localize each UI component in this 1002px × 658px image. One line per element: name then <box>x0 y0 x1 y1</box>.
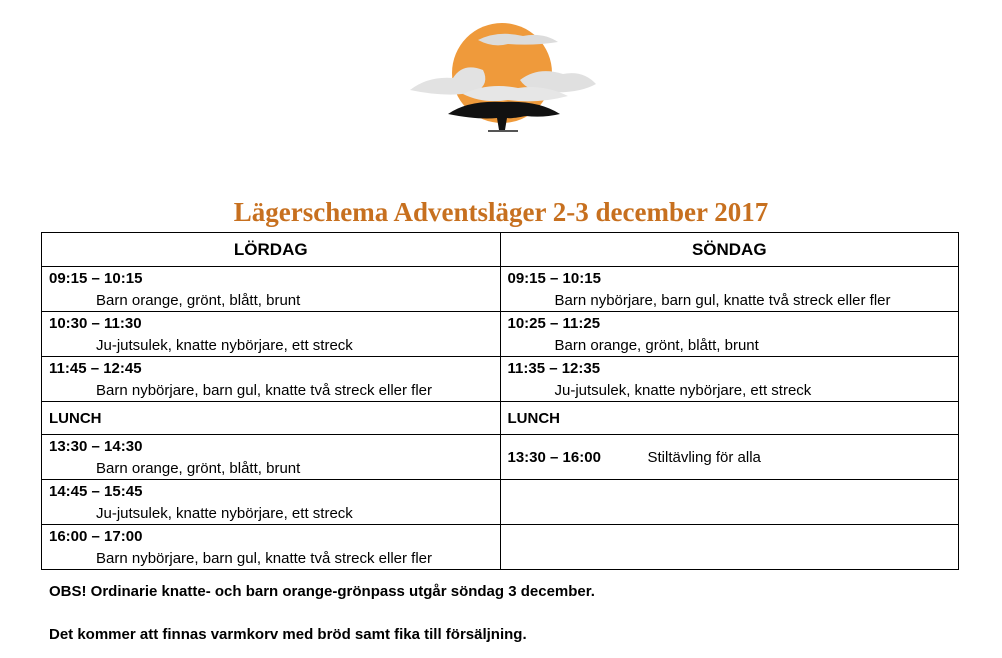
slot-time: 13:30 – 16:00 <box>507 448 601 466</box>
slot-desc: Barn nybörjare, barn gul, knatte två streck eller fler <box>96 550 432 567</box>
slot-time: 09:15 – 10:15 <box>507 270 601 287</box>
schedule-table <box>41 232 959 570</box>
sunday-empty-cell <box>500 525 959 570</box>
slot-time: 10:25 – 11:25 <box>507 315 601 332</box>
tree-icon <box>448 102 560 130</box>
column-header-saturday: LÖRDAG <box>42 233 501 267</box>
slot-time: 14:45 – 15:45 <box>49 483 143 500</box>
saturday-slot <box>42 312 501 357</box>
column-header-sunday: SÖNDAG <box>500 233 959 267</box>
note-sales: Det kommer att finnas varmkorv med bröd samt fika till försäljning. <box>49 626 527 643</box>
slot-desc: Ju-jutsulek, knatte nybörjare, ett streck <box>96 337 353 354</box>
slot-time: 16:00 – 17:00 <box>49 528 143 545</box>
slot-time: 11:35 – 12:35 <box>507 360 601 377</box>
sunday-slot <box>500 267 959 312</box>
slot-desc: Ju-jutsulek, knatte nybörjare, ett streck <box>554 382 812 399</box>
slot-desc: Barn nybörjare, barn gul, knatte två streck eller fler <box>554 292 891 309</box>
ground-line <box>488 130 518 132</box>
sunday-empty-cell <box>500 480 959 525</box>
slot-desc: Ju-jutsulek, knatte nybörjare, ett streck <box>96 505 353 522</box>
slot-time: 11:45 – 12:45 <box>49 360 142 377</box>
slot-desc: Barn orange, grönt, blått, brunt <box>96 460 301 477</box>
saturday-slot <box>42 435 501 480</box>
sun-tree-logo <box>408 18 598 136</box>
slot-desc: Barn nybörjare, barn gul, knatte två streck eller fler <box>96 382 432 399</box>
slot-time: 10:30 – 11:30 <box>49 315 142 332</box>
saturday-slot <box>42 357 501 402</box>
saturday-slot <box>42 480 501 525</box>
sunday-slot <box>500 312 959 357</box>
slot-desc: Barn orange, grönt, blått, brunt <box>96 292 301 309</box>
slot-time: 13:30 – 14:30 <box>49 438 143 455</box>
sunday-slot <box>500 357 959 402</box>
sunday-lunch: LUNCH <box>500 402 959 435</box>
note-cancellation: OBS! Ordinarie knatte- och barn orange-grönpass utgår söndag 3 december. <box>49 583 595 600</box>
page-title: Lägerschema Adventsläger 2-3 december 2017 <box>233 197 769 227</box>
slot-desc: Stiltävling för alla <box>647 448 761 466</box>
saturday-lunch: LUNCH <box>42 402 501 435</box>
slot-time: 09:15 – 10:15 <box>49 270 143 287</box>
slot-desc: Barn orange, grönt, blått, brunt <box>554 337 759 354</box>
saturday-slot <box>42 267 501 312</box>
saturday-slot <box>42 525 501 570</box>
sunday-slot <box>500 435 959 480</box>
